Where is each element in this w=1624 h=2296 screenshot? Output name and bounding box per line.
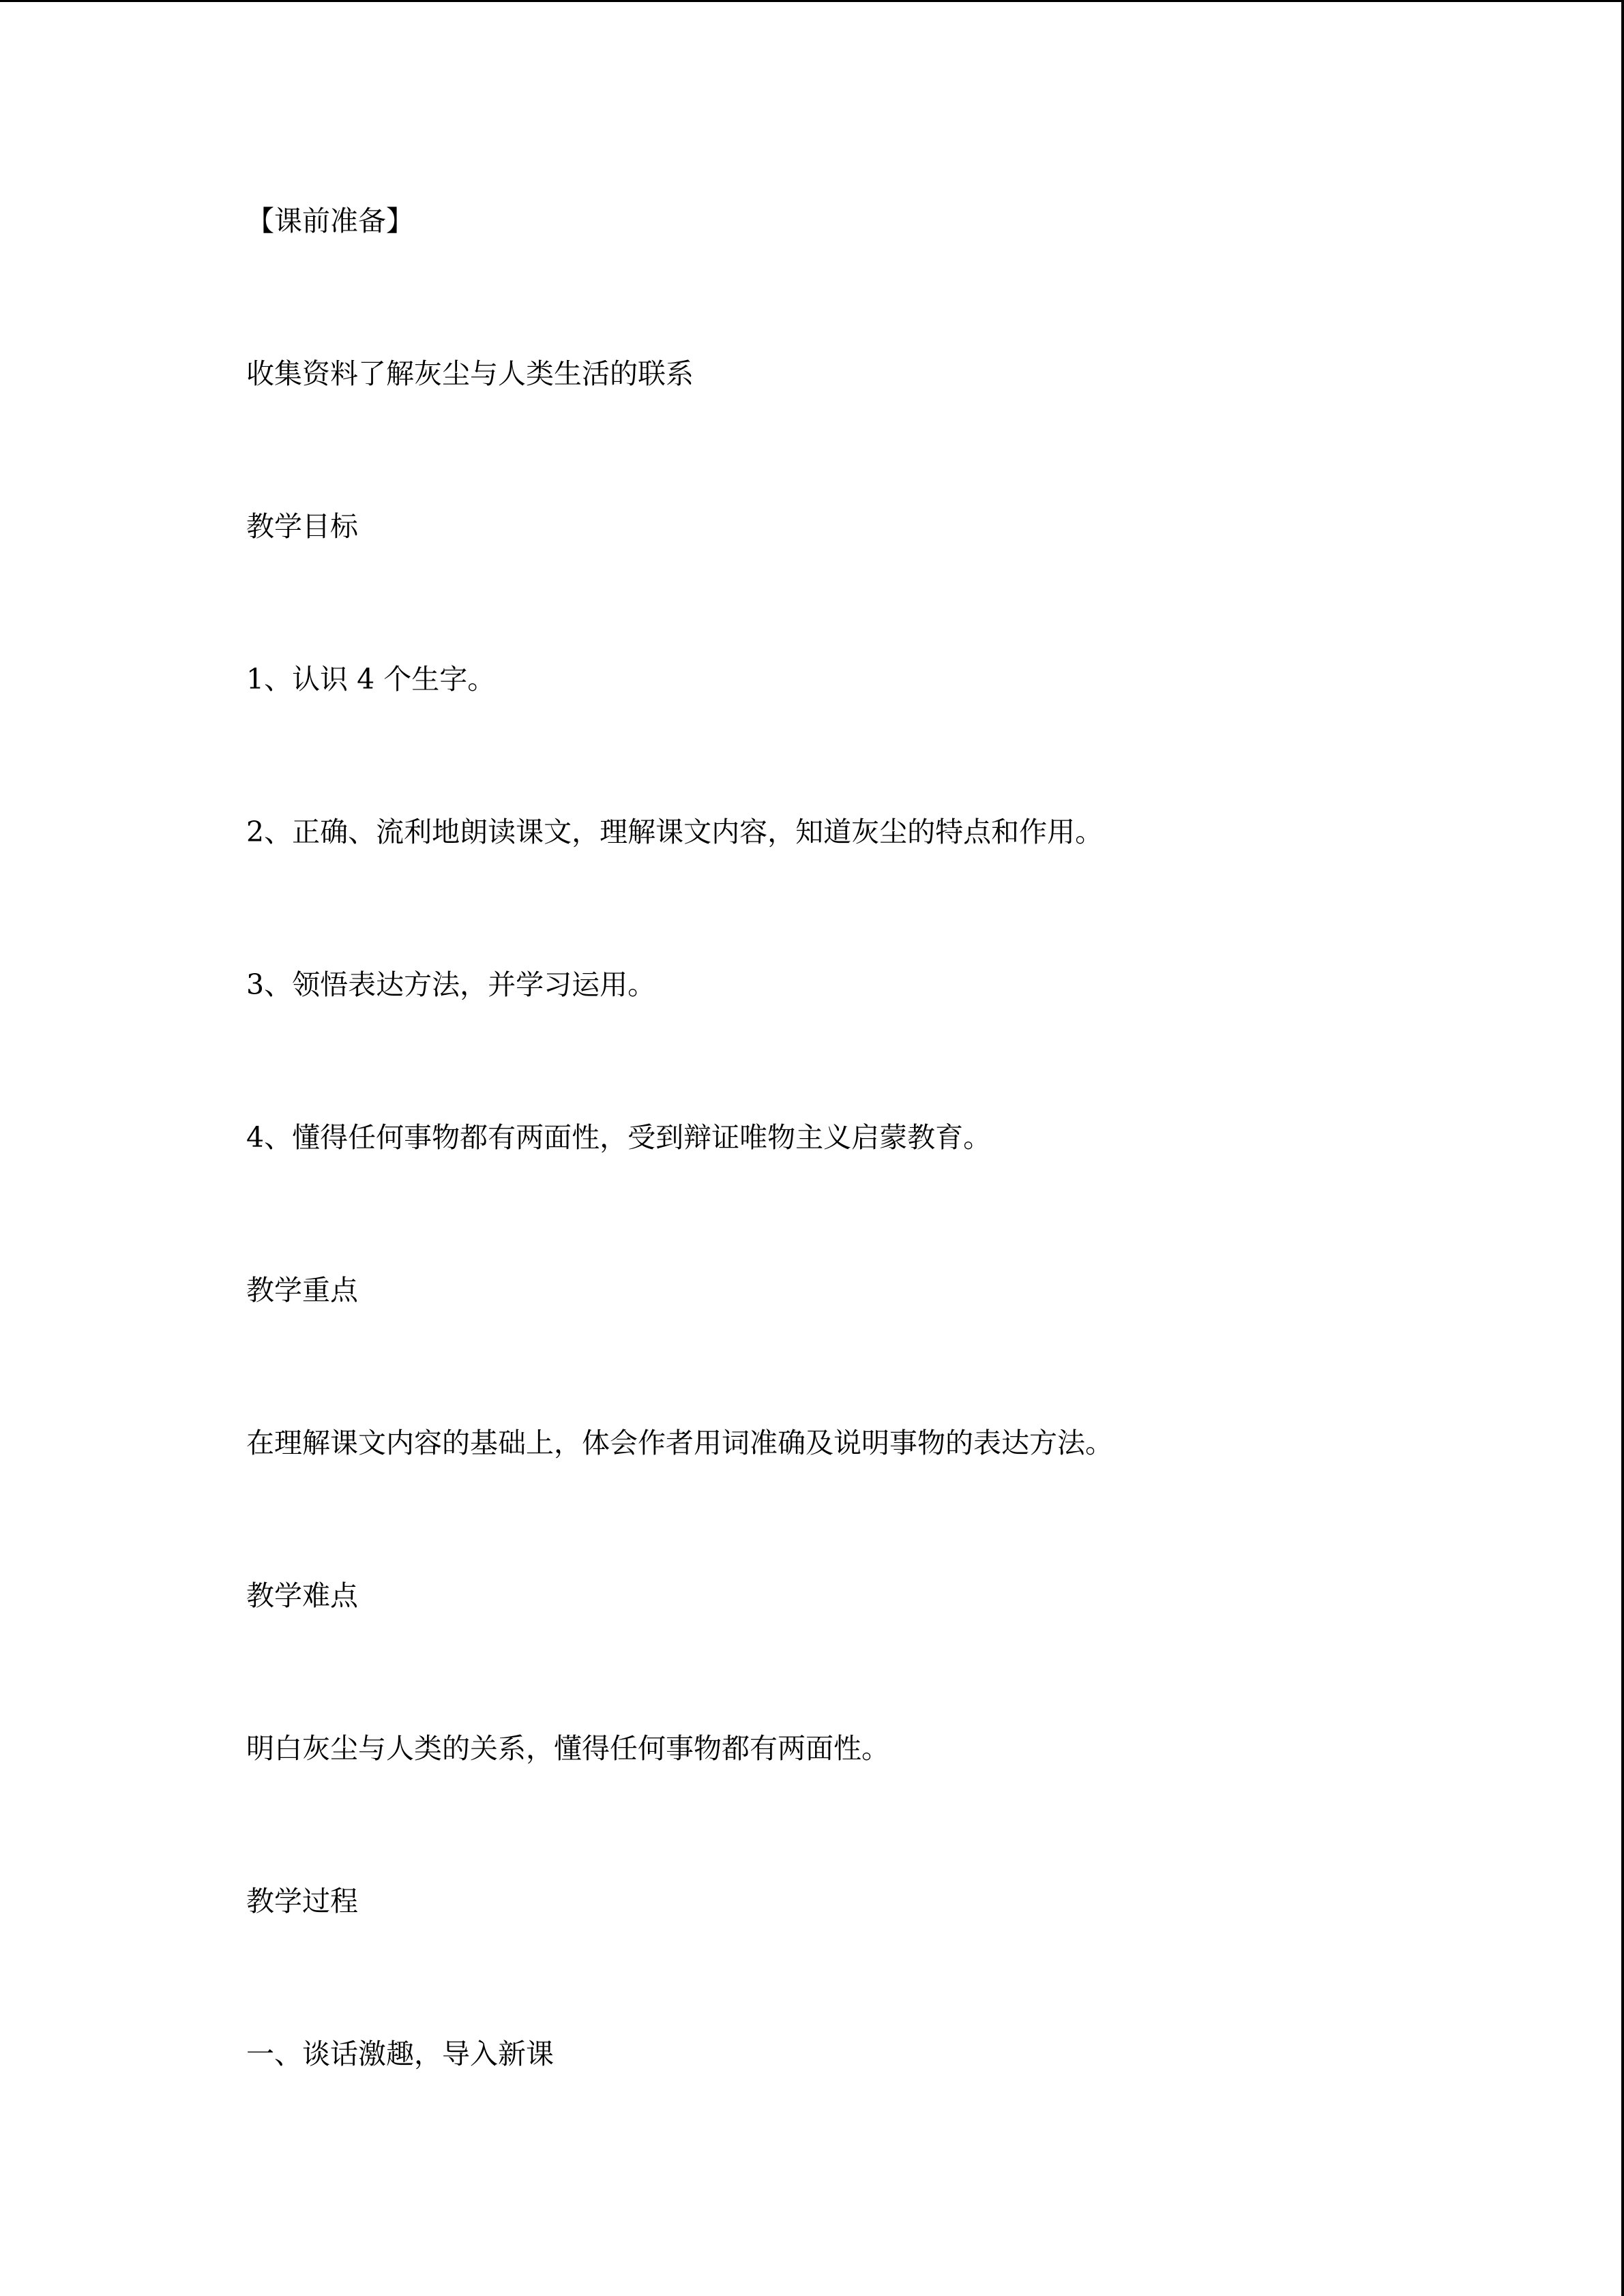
- process-step-1: 一、谈话激趣，导入新课: [246, 2038, 554, 2070]
- objective-item-2: 2、正确、流利地朗读课文，理解课文内容，知道灰尘的特点和作用。: [246, 816, 1104, 848]
- objective-item-4: 4、懂得任何事物都有两面性，受到辩证唯物主义启蒙教育。: [246, 1121, 992, 1154]
- page-right-border: [1621, 0, 1624, 2296]
- page-top-border: [0, 0, 1624, 2]
- objective-item-1: 1、认识 4 个生字。: [246, 663, 496, 696]
- section-heading-difficulties: 教学难点: [246, 1579, 358, 1612]
- difficulties-text: 明白灰尘与人类的关系，懂得任何事物都有两面性。: [246, 1732, 889, 1765]
- section-heading-process: 教学过程: [246, 1885, 358, 1918]
- key-points-text: 在理解课文内容的基础上，体会作者用词准确及说明事物的表达方法。: [246, 1427, 1113, 1459]
- preparation-text: 收集资料了解灰尘与人类生活的联系: [246, 357, 694, 390]
- objective-item-3: 3、领悟表达方法，并学习运用。: [246, 968, 656, 1001]
- section-heading-objectives: 教学目标: [246, 510, 358, 543]
- section-heading-preparation: 【课前准备】: [246, 205, 414, 237]
- section-heading-key-points: 教学重点: [246, 1274, 358, 1307]
